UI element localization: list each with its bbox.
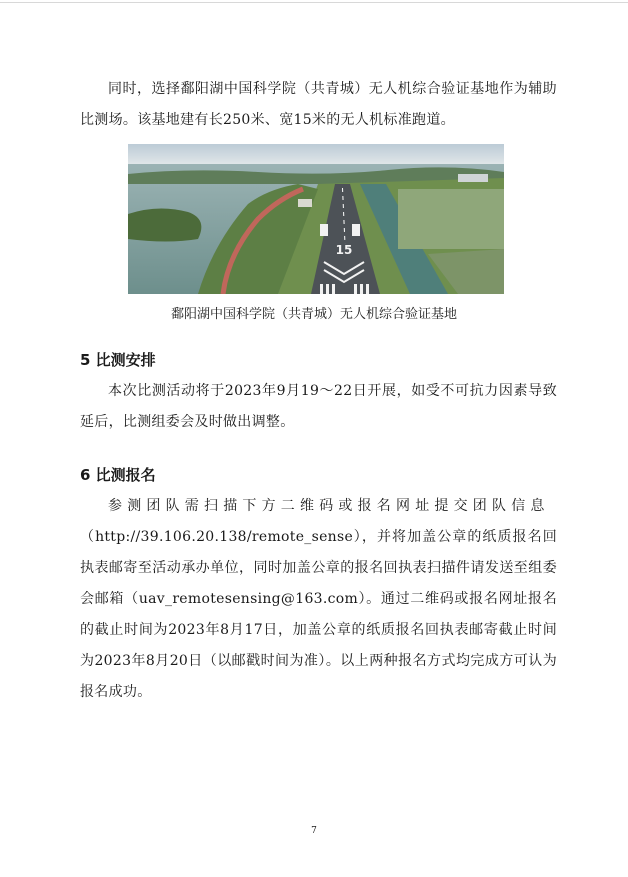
section-6-heading: 6 比测报名 [80,466,156,484]
figure-caption: 鄱阳湖中国科学院（共青城）无人机综合验证基地 [170,307,457,322]
top-rule [0,2,628,3]
intro-paragraph: 同时，选择鄱阳湖中国科学院（共青城）无人机综合验证基地作为辅助比测场。该基地建有长250米、宽15米的无人机标准跑道。 [80,81,557,128]
registration-paragraph: （http://39.106.20.138/remote_sense），并将加盖公章的纸质报名回执表邮寄至活动承办单位，同时加盖公章的报名回执表扫描件请发送至组委会邮箱（uav_remotesensing@163.com）。通过二维码或报名网址报名的截止时间为2023年8月17日，加盖公章的纸质报名回执表邮寄截止时间为2023年8月20日（以邮戳时间为准）。以上两种报名方式均完成方可认为报名成功。 [80,529,557,700]
section-5-heading: 5 比测安排 [80,351,156,369]
schedule-paragraph: 本次比测活动将于2023年9月19～22日开展，如受不可抗力因素导致延后，比测组委会及时做出调整。 [80,383,557,430]
page-number: 7 [311,826,317,836]
registration-paragraph-line1: 参测团队需扫描下方二维码或报名网址提交团队信息 [108,498,550,514]
runway-number: 15 [335,243,353,257]
runway-aerial-photo [128,144,504,294]
